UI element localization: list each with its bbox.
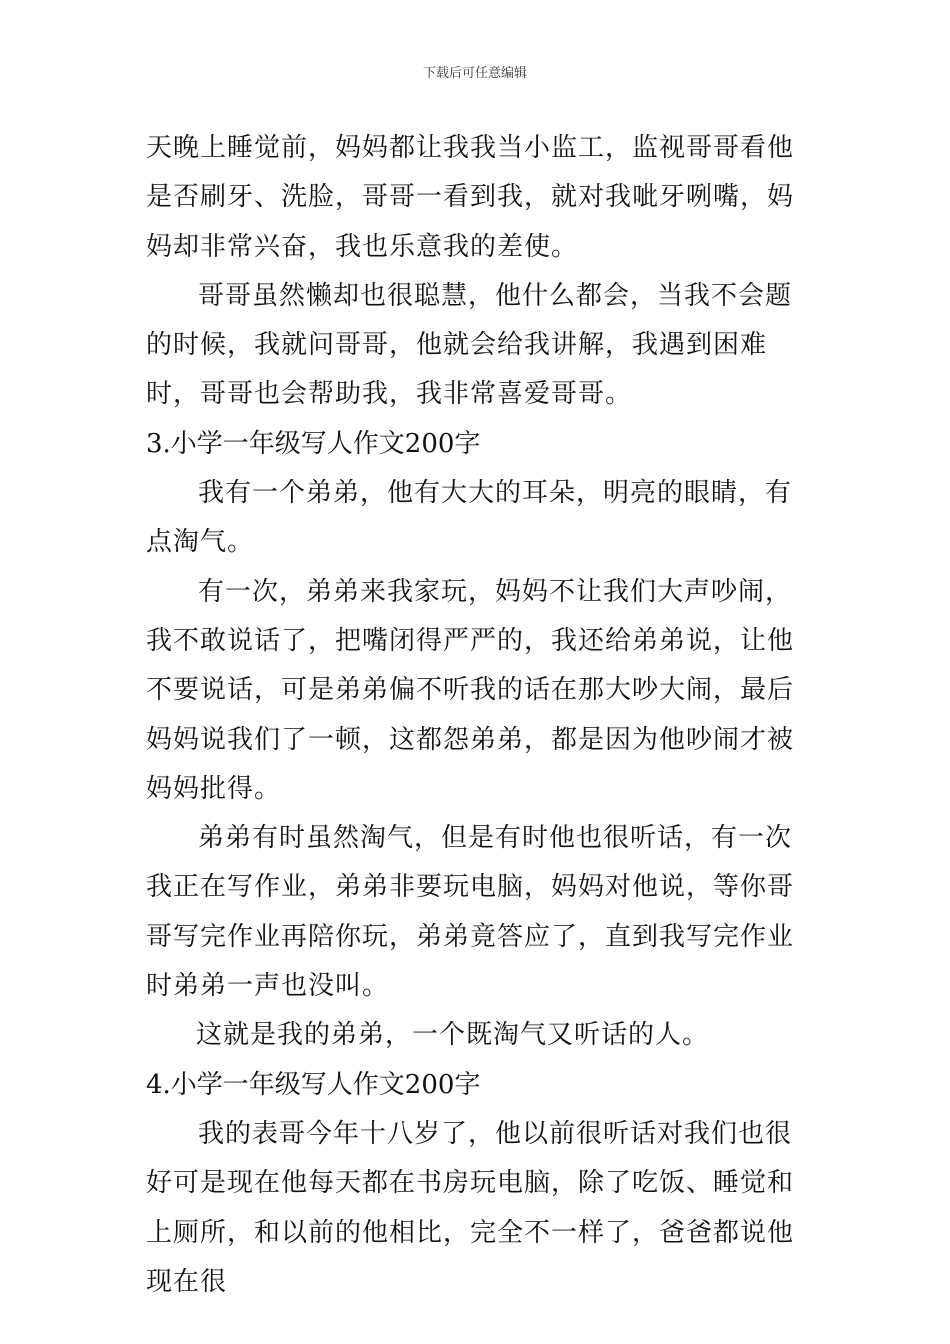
page-header: 下载后可任意编辑 [422,66,527,81]
paragraph: 哥哥虽然懒却也很聪慧，他什么都会，当我不会题的时候，我就问哥哥，他就会给我讲解，我遇到困难时，哥哥也会帮助我，我非常喜爱哥哥。 [146,280,793,410]
document-body [146,124,810,1307]
paragraph: 弟弟有时虽然淘气，但是有时他也很听话，有一次我正在写作业，弟弟非要玩电脑，妈妈对他说，等你哥哥写完作业再陪你玩，弟弟竟答应了，直到我写完作业时弟弟一声也没叫。 [146,823,795,1002]
paragraph: 我有一个弟弟，他有大大的耳朵，明亮的眼睛，有点淘气。 [146,478,793,558]
paragraph: 天晚上睡觉前，妈妈都让我我当小监工，监视哥哥看他是否刷牙、洗脸，哥哥一看到我，就对我呲牙咧嘴，妈妈却非常兴奋，我也乐意我的差使。 [146,133,795,262]
paragraph: 这就是我的弟弟，一个既淘气又听话的人。 [196,1020,710,1051]
section-heading: 3.小学一年级写人作文200字 [146,428,481,459]
paragraph: 我的表哥今年十八岁了，他以前很听话对我们也很好可是现在他每天都在书房玩电脑，除了吃饭、睡觉和上厕所，和以前的他相比，完全不一样了，爸爸都说他现在很 [146,1118,795,1297]
paragraph: 有一次，弟弟来我家玩，妈妈不让我们大声吵闹，我不敢说话了，把嘴闭得严严的，我还给弟弟说，让他不要说话，可是弟弟偏不听我的话在那大吵大闹，最后妈妈说我们了一顿，这都怨弟弟，都是因为他吵闹才被妈妈批得。 [146,576,795,804]
section-heading: 4.小学一年级写人作文200字 [146,1069,481,1100]
